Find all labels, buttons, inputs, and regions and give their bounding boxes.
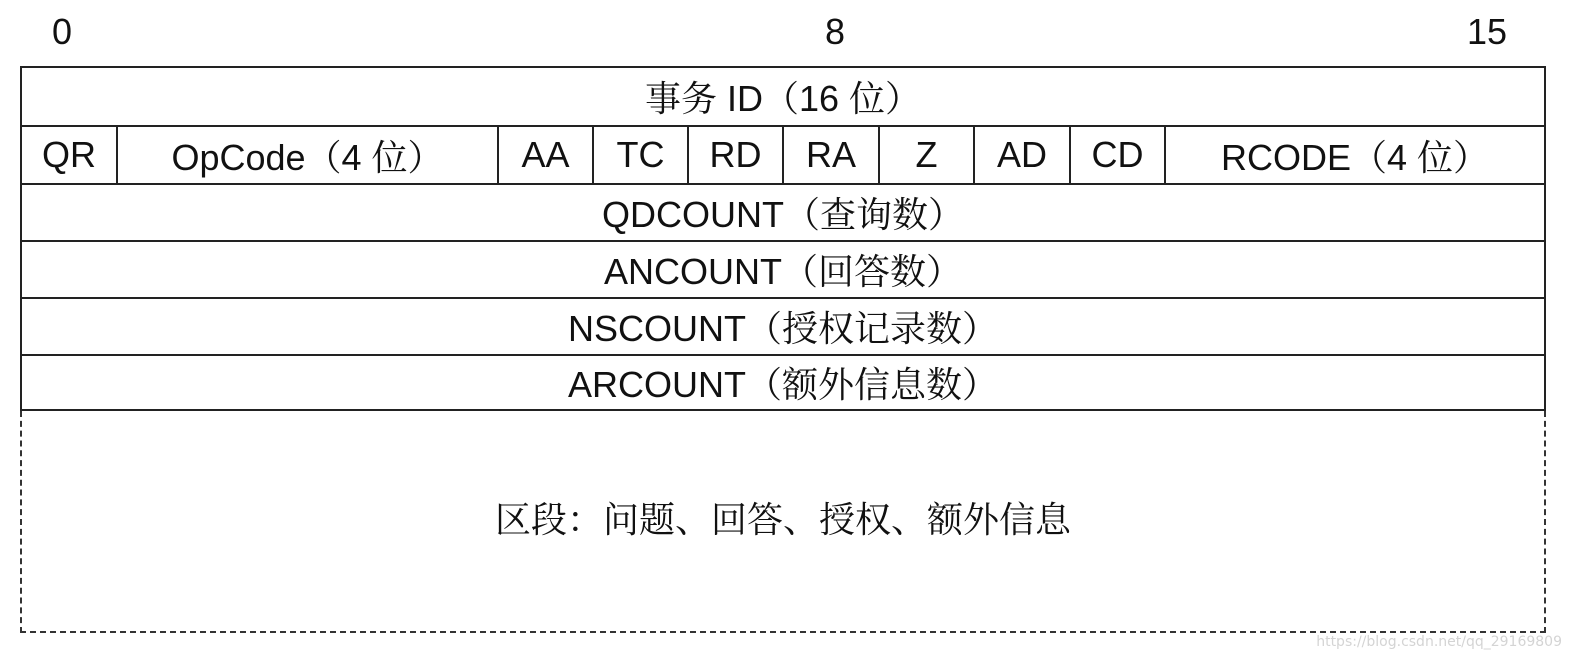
flags-row xyxy=(20,125,1546,183)
flag-z: Z xyxy=(880,127,975,183)
flag-opcode: OpCode（4 位） xyxy=(118,127,499,183)
flag-rd: RD xyxy=(689,127,784,183)
qdcount-label: QDCOUNT（查询数） xyxy=(602,194,964,235)
bit-label-15: 15 xyxy=(1467,11,1508,52)
flag-tc: TC xyxy=(594,127,689,183)
nscount-label: NSCOUNT（授权记录数） xyxy=(568,308,998,349)
qdcount-row xyxy=(20,183,1546,240)
flag-ra: RA xyxy=(784,127,880,183)
ancount-label: ANCOUNT（回答数） xyxy=(604,251,962,292)
flag-ad: AD xyxy=(975,127,1071,183)
ancount-row xyxy=(20,240,1546,297)
nscount-row xyxy=(20,297,1546,354)
flag-aa: AA xyxy=(499,127,594,183)
transaction-id-row xyxy=(20,66,1546,125)
bit-label-8: 8 xyxy=(825,11,846,52)
watermark: https://blog.csdn.net/qq_29169809 xyxy=(1316,634,1562,650)
dns-header-diagram xyxy=(20,66,1546,633)
flag-cd: CD xyxy=(1071,127,1166,183)
flag-qr: QR xyxy=(22,127,118,183)
arcount-label: ARCOUNT（额外信息数） xyxy=(568,364,998,405)
flag-rcode: RCODE（4 位） xyxy=(1220,136,1490,178)
sections-label: 区段：问题、回答、授权、额外信息 xyxy=(494,499,1071,541)
sections-area xyxy=(20,411,1546,633)
bit-label-0: 0 xyxy=(52,11,73,52)
arcount-row xyxy=(20,354,1546,411)
transaction-id-label: 事务 ID（16 位） xyxy=(644,78,922,119)
